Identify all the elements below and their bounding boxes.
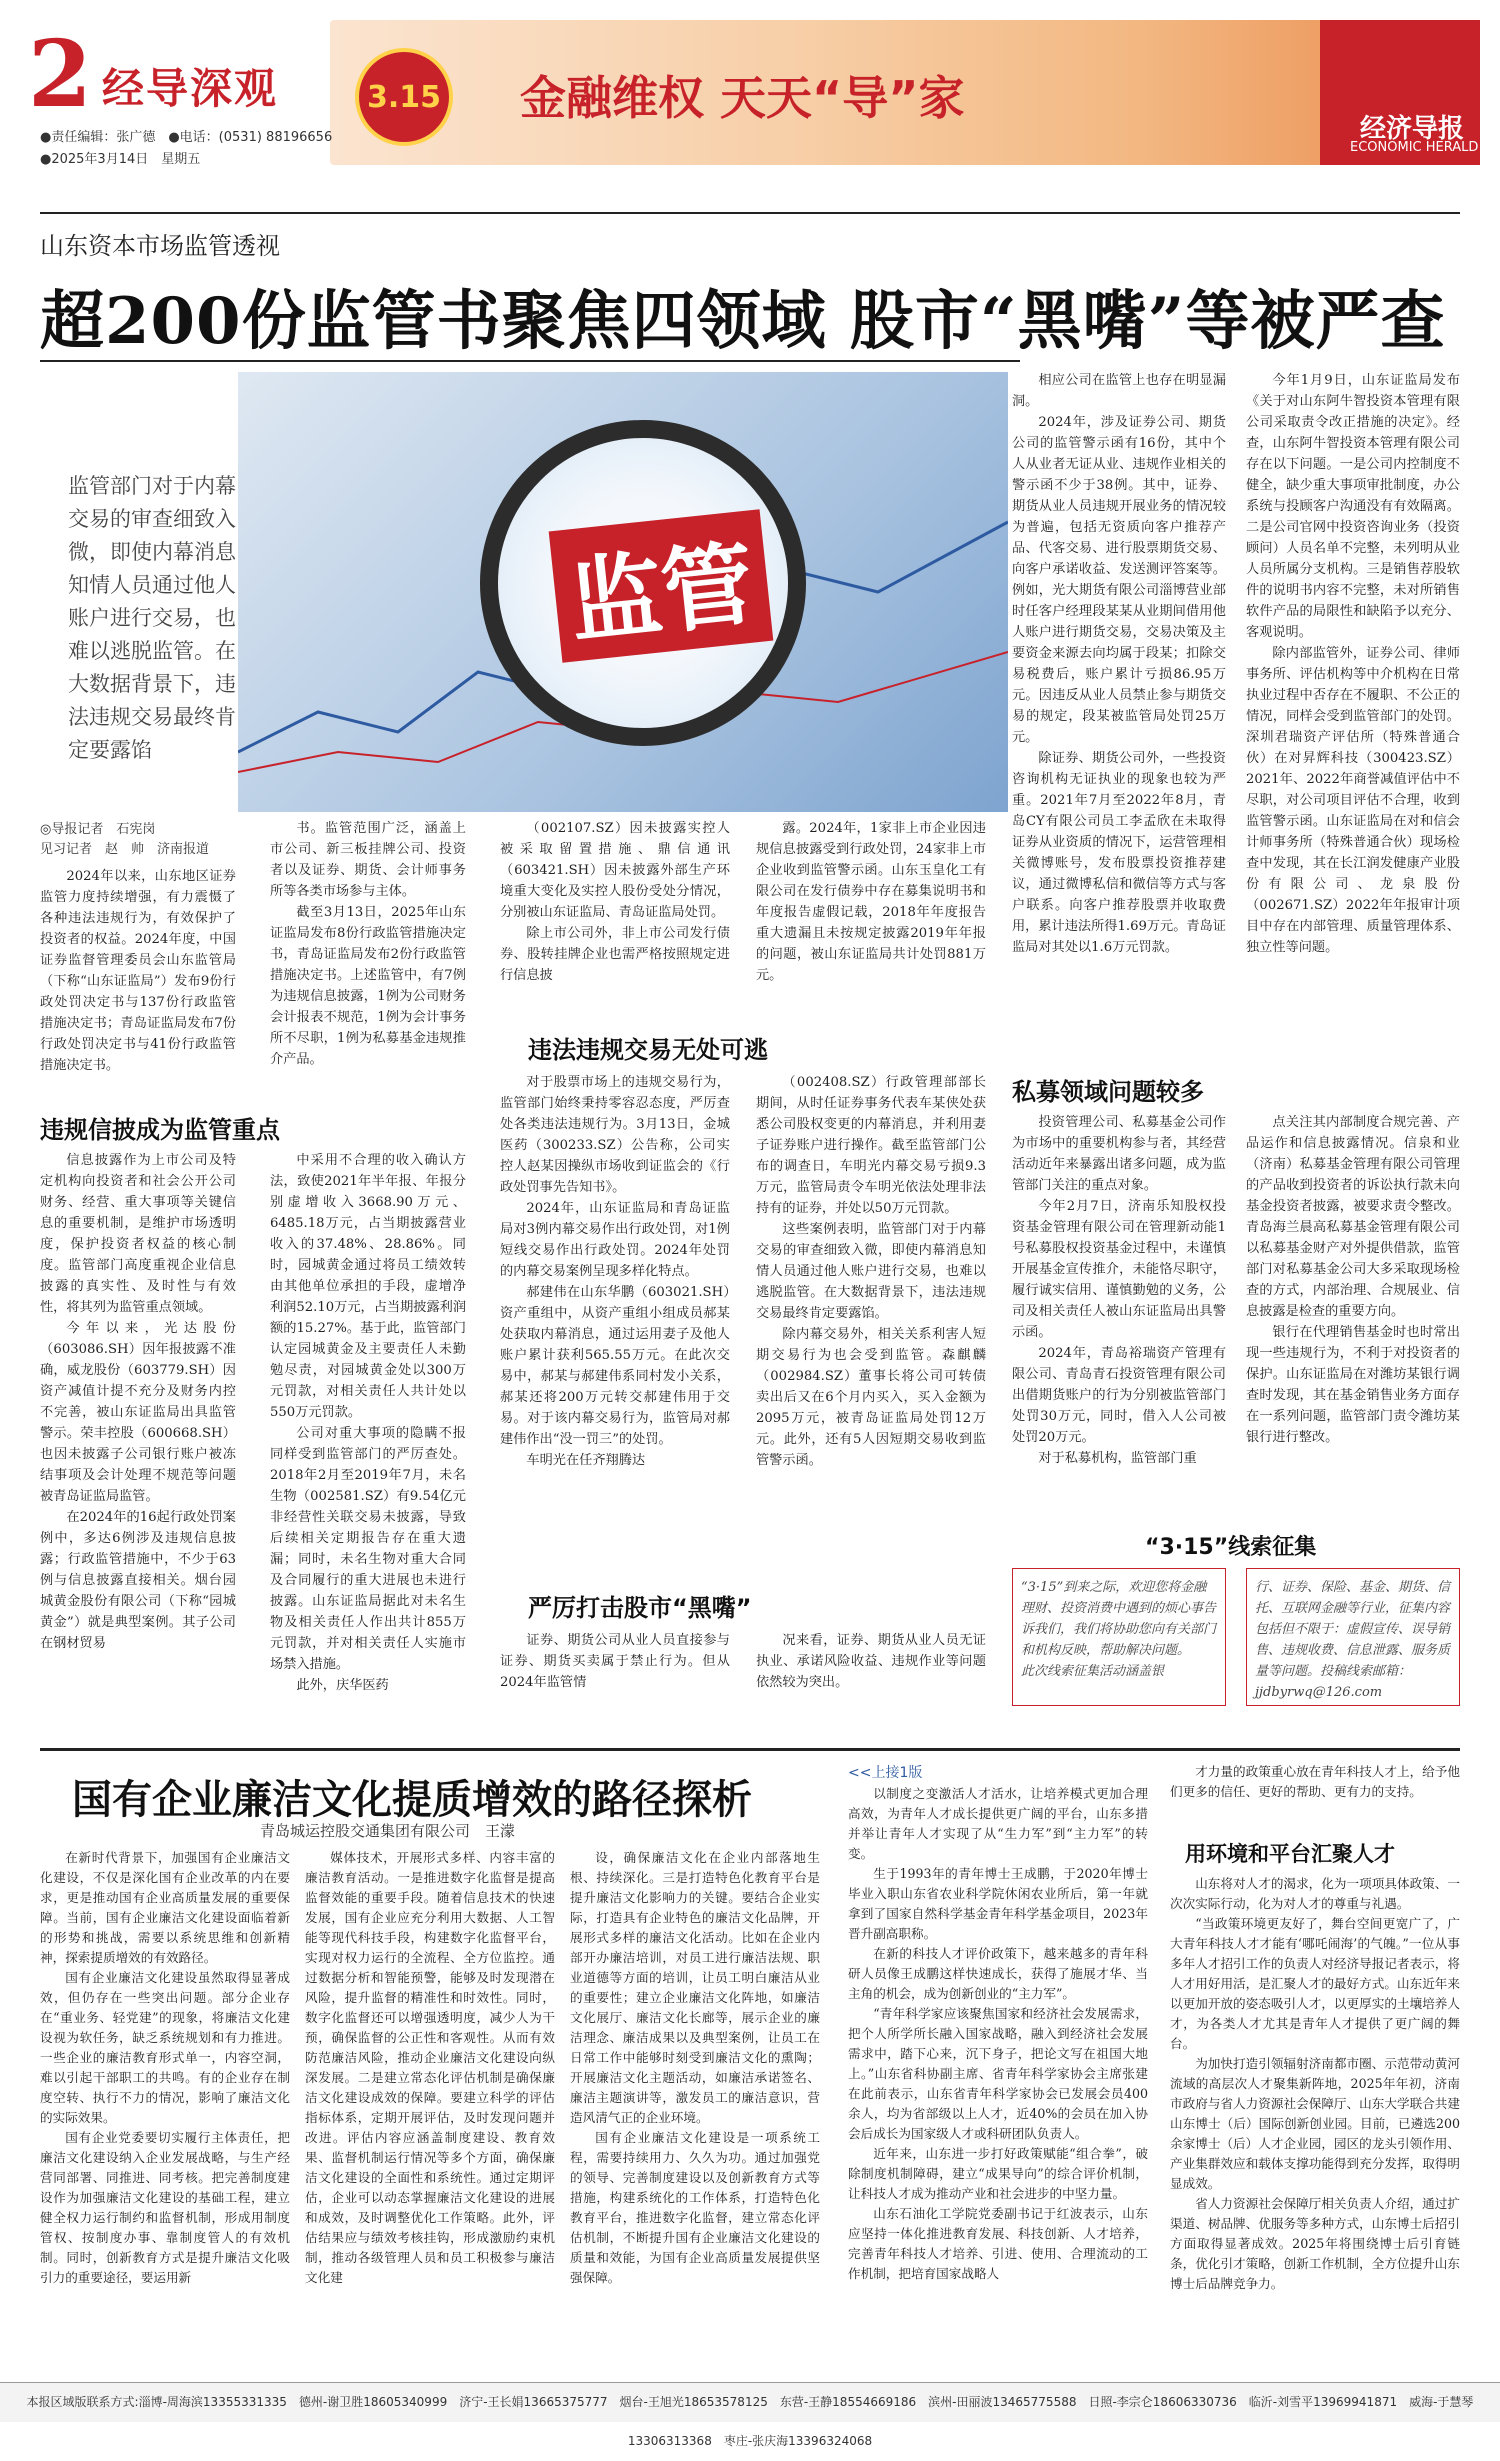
- footer-contacts: 本报区域版联系方式:淄博-周海滨13355331335 德州-谢卫胜18605340999 济宁-王长娟13665375777 烟台-王旭光18653578125 东营-王静18554669186 滨州-田丽波13465775588 日照-李宗仑18606330736 临沂-刘雪平13969941871 威海-于慧琴13306313368 枣庄-张庆海13396324068: [0, 2382, 1500, 2422]
- paragraph: 况来看，证券、期货从业人员无证执业、承诺风险收益、违规作业等问题依然较为突出。: [756, 1633, 986, 1690]
- photo-label: 监管: [549, 509, 774, 662]
- column-1: [40, 866, 236, 1076]
- paragraph: 郝建伟在山东华鹏（603021.SH）资产重组中，从资产重组小组成员郝某处获取内幕消息，通过运用妻子及他人账户累计获利565.55万元。在此次交易中，郝某与郝建伟系同村发小关系，郝某还将200万元转交郝建伟用于交易。对于该内幕交易行为，监管局对郝建伟作出“没一罚三”的处罚。: [500, 1285, 730, 1447]
- paragraph: 以制度之变激活人才活水，让培养模式更加合理高效，为青年人才成长提供更广阔的平台，山东多措并举让青年人才实现了从“生力军”到“主力军”的转变。: [848, 1786, 1148, 1861]
- column-6: [1246, 370, 1460, 958]
- section-title: 经导深观: [102, 64, 279, 113]
- paragraph: 书。监管范围广泛，涵盖上市公司、新三板挂牌公司、投资者以及证券、期货、会计师事务所等各类市场参与主体。: [270, 821, 466, 899]
- paragraph: 省人力资源社会保障厅相关负责人介绍，通过扩渠道、树品牌、优服务等多种方式，山东博士后招引方面取得显著成效。2025年将围绕博士后引育链条，优化引才策略，创新工作机制，全方位提升山东博士后品牌竞争力。: [1170, 2196, 1460, 2291]
- notice-title: “3·15”线索征集: [1145, 1535, 1317, 1560]
- paragraph: 投资管理公司、私募基金公司作为市场中的重要机构参与者，其经营活动近年来暴露出诸多问题，成为监管部门关注的重点对象。: [1012, 1115, 1226, 1193]
- column-3c: [500, 1630, 730, 1693]
- paragraph: 中采用不合理的收入确认方法，致使2021年半年报、年报分别虚增收入3668.90万元、6485.18万元，占当期披露营业收入的37.48%、28.86%。同时，园城黄金通过将员工绩效转由其他单位承担的手段，虚增净利润52.10万元，占当期披露利润额的15.27%。基于此，监管部门认定园城黄金及主要责任人未勤勉尽责，对园城黄金处以300万元罚款，对相关责任人共计处以550万元罚款。: [270, 1153, 467, 1420]
- column-2b: [270, 1150, 466, 1696]
- paragraph: 在新的科技人才评价政策下，越来越多的青年科研人员像王成鹏这样快速成长，获得了施展才华、当主角的机会，成为创新创业的“主力军”。: [848, 1946, 1148, 2001]
- paragraph: 公司对重大事项的隐瞒不报同样受到监管部门的严厉查处。2018年2月至2019年7月，未名生物（002581.SZ）有9.54亿元非经营性关联交易未披露，导致后续相关定期报告存在重大遗漏；同时，未名生物对重大合同及合同履行的重大进展也未进行披露。山东证监局据此对未名生物及相关责任人作出共计855万元罚款，并对相关责任人实施市场禁入措施。: [270, 1426, 466, 1672]
- issue-date: ●2025年3月14日 星期五: [40, 152, 201, 167]
- brand-name-en: ECONOMIC HERALD: [1350, 140, 1479, 155]
- paragraph: 除内幕交易外，相关关系利害人短期交易行为也会受到监管。森麒麟（002984.SZ）董事长将公司可转债卖出后又在6个月内买入，买入金额为2095万元，被青岛证监局处罚12万元。此外，还有5人因短期交易收到监管警示函。: [756, 1327, 986, 1468]
- paragraph: 今年1月9日，山东证监局发布《关于对山东阿牛智投资本管理有限公司采取责令改正措施的决定》。经查，山东阿牛智投资本管理有限公司存在以下问题。一是公司内控制度不健全，缺少重大事项审批制度，办公系统与投顾客户沟通没有有效隔离。二是公司官网中投资咨询业务（投资顾问）人员名单不完整，未列明从业人员所属分支机构。三是销售荐股软件的说明书内容不完整，未对所销售软件产品的局限性和缺陷予以充分、客观说明。: [1246, 373, 1460, 640]
- article2-title: 国有企业廉洁文化提质增效的路径探析: [72, 1776, 752, 1823]
- column-5b: [1012, 1112, 1226, 1469]
- paragraph: 在新时代背景下，加强国有企业廉洁文化建设，不仅是深化国有企业改革的内在要求，更是推动国有企业高质量发展的重要保障。当前，国有企业廉洁文化建设面临着新的形势和挑战，需要以系统思维和创新精神，探索提质增效的有效路径。: [40, 1850, 290, 1965]
- paragraph: 除上市公司外，非上市公司发行债券、股转挂牌企业也需严格按照规定进行信息披: [500, 926, 730, 983]
- byline-intern: 见习记者 赵 帅 济南报道: [40, 842, 210, 857]
- column-1b: [40, 1150, 236, 1654]
- article2-col-5b: [1170, 1874, 1460, 2294]
- paragraph: 对于私募机构，监管部门重: [1038, 1451, 1197, 1466]
- paragraph: 才力量的政策重心放在青年科技人才上，给予他们更多的信任、更好的帮助、更有力的支持。: [1170, 1764, 1460, 1799]
- logo-315: 3.15: [355, 48, 453, 146]
- editor-info: ●责任编辑：张广德 ●电话：(0531) 88196656: [40, 130, 333, 145]
- page-number: 2: [28, 20, 93, 128]
- subheading: 违规信披成为监管重点: [40, 1116, 280, 1144]
- paragraph: 这些案例表明，监管部门对于内幕交易的审查细致入微，即使内幕消息知情人员通过他人账户进行交易，也难以逃脱监管。在大数据背景下，违法违规交易最终肯定要露馅。: [756, 1222, 986, 1321]
- headline: 超200份监管书聚焦四领域 股市“黑嘴”等被严查: [40, 284, 1446, 359]
- column-3b: [500, 1072, 730, 1471]
- paragraph: 山东将对人才的渴求，化为一项项具体政策、一次次实际行动，化为对人才的尊重与礼遇。: [1170, 1876, 1460, 1911]
- section-divider: [40, 1748, 1460, 1751]
- notice-right: 行、证券、保险、基金、期货、信托、互联网金融等行业，征集内容包括但不限于：虚假宣传、误导销售、违规收费、信息泄露、服务质量等问题。投稿线索邮箱：jjdbyrwq@126.com: [1246, 1568, 1460, 1706]
- paragraph: 2024年以来，山东地区证券监管力度持续增强，有力震慑了各种违法违规行为，有效保护了投资者的权益。2024年度，中国证券监督管理委员会山东监管局（下称“山东证监局”）发布9份行政处罚决定书与137份行政监管措施决定书；青岛证监局发布7份行政处罚决定书与41份行政监管措施决定书。: [40, 869, 236, 1073]
- article2-col-2: [305, 1848, 555, 2288]
- paragraph: 车明光在任齐翔腾达: [526, 1453, 646, 1468]
- paragraph: 山东石油化工学院党委副书记于红波表示，山东应坚持一体化推进教育发展、科技创新、人才培养，完善青年科技人才培养、引进、使用、合理流动的工作机制，把培育国家战略人: [848, 2206, 1148, 2281]
- banner-slogan: 金融维权 天天“导”家: [520, 71, 965, 125]
- paragraph: 在2024年的16起行政处罚案例中，多达6例涉及违规信息披露；行政监管措施中，不少于63例与信息披露直接相关。烟台园城黄金股份有限公司（下称“园城黄金”）就是典型案例。其子公司在钢材贸易: [40, 1510, 236, 1651]
- brand-name: 经济导报: [1360, 114, 1465, 144]
- paragraph: 此外，庆华医药: [296, 1678, 389, 1693]
- paragraph: 信息披露作为上市公司及特定机构向投资者和社会公开公司财务、经营、重大事项等关键信息的重要机制，是维护市场透明度，保护投资者权益的核心制度。监管部门高度重视企业信息披露的真实性、及时性与有效性，将其列为监管重点领域。: [40, 1153, 236, 1315]
- paragraph: 相应公司在监管上也存在明显漏洞。: [1012, 373, 1226, 409]
- paragraph: 生于1993年的青年博士王成鹏，于2020年博士毕业入职山东省农业科学院休闲农业所后，第一年就拿到了国家自然科学基金青年科学基金项目，2023年晋升副高职称。: [848, 1866, 1148, 1941]
- paragraph: 点关注其内部制度合规完善、产品运作和信息披露情况。信泉和业（济南）私募基金管理有限公司管理的产品收到投资者的诉讼执行款未向基金投资者披露，被要求责令整改。青岛海兰晨高私募基金管理有限公司以私募基金财产对外提供借款，监管部门对私募基金公司大多采取现场检查的方式，内部治理、合规展业、信息披露是检查的重要方向。: [1246, 1115, 1460, 1319]
- paragraph: 设，确保廉洁文化在企业内部落地生根、持续深化。三是打造特色化教育平台是提升廉洁文化影响力的关键。要结合企业实际，打造具有企业特色的廉洁文化品牌，开展形式多样的廉洁文化活动。比如在企业内部开办廉洁培训，对员工进行廉洁法规、职业道德等方面的培训，让员工明白廉洁从业的重要性；建立企业廉洁文化阵地，如廉洁文化展厅、廉洁文化长廊等，展示企业的廉洁理念、廉洁成果以及典型案例，让员工在日常工作中能够时刻受到廉洁文化的熏陶；开展廉洁文化主题活动，如廉洁承诺签名、廉洁主题演讲等，激发员工的廉洁意识，营造风清气正的企业环境。: [570, 1850, 820, 2125]
- paragraph: 国有企业廉洁文化建设虽然取得显著成效，但仍存在一些突出问题。部分企业存在“重业务、轻党建”的现象，将廉洁文化建设视为软任务，缺乏系统规划和有力推进。一些企业的廉洁教育形式单一，内容空洞，难以引起干部职工的共鸣。有的企业存在制度空转、执行不力的情况，影响了廉洁文化的实际效果。: [40, 1970, 290, 2125]
- article2-col-3: [570, 1848, 820, 2288]
- paragraph: “当政策环境更友好了，舞台空间更宽广了，广大青年科技人才才能有‘哪吒闹海’的气魄。”一位从事多年人才招引工作的负责人对经济导报记者表示，将人才用好用活，是汇聚人才的最好方式。山东近年来以更加开放的姿态吸引人才，以更厚实的土壤培养人才，为各类人才尤其是青年人才提供了更广阔的舞台。: [1170, 1916, 1460, 2051]
- paragraph: 截至3月13日，2025年山东证监局发布8份行政监管措施决定书，青岛证监局发布2份行政监管措施决定书。上述监管中，有7例为违规信息披露，1例为公司财务会计报表不规范，1例为会计事务所不尽职，1例为私募基金违规推介产品。: [270, 905, 466, 1067]
- column-4b: [756, 1072, 986, 1471]
- paragraph: （002408.SZ）行政管理部部长期间，从时任证券事务代表车某侠处获悉公司股权变更的内幕消息，并利用妻子证券账户进行操作。截至监管部门公布的调查日，车明光内幕交易亏损9.3万元，监管局责令车明光依法处理非法持有的证券，并处以50万元罚款。: [756, 1075, 986, 1216]
- article2-col-1: [40, 1848, 290, 2288]
- subheading: 用环境和平台汇聚人才: [1185, 1842, 1395, 1866]
- paragraph: 近年来，山东进一步打好政策赋能“组合拳”，破除制度机制障碍，建立“成果导向”的综合评价机制，让科技人才成为推动产业和社会进步的中坚力量。: [848, 2146, 1148, 2201]
- column-5: [1012, 370, 1226, 958]
- column-4: [756, 818, 986, 986]
- paragraph: 2024年，青岛裕瑞资产管理有限公司、青岛青石投资管理有限公司出借期货账户的行为分别被监管部门处罚30万元，同时，借入人公司被处罚20万元。: [1012, 1346, 1226, 1445]
- divider: [40, 212, 1460, 214]
- paragraph: （002107.SZ）因未披露实控人被采取留置措施、鼎信通讯（603421.SH）因未披露外部生产环境重大变化及实控人股份受处分情况，分别被山东证监局、青岛证监局处罚。: [500, 821, 730, 920]
- paragraph: 2024年，涉及证券公司、期货公司的监管警示函有16份，其中个人从业者无证从业、违规作业相关的警示函不少于38例。其中，证券、期货从业人员违规开展业务的情况较为普遍，包括无资质向客户推荐产品、代客交易、进行股票期货交易、向客户承诺收益、发送测评答案等。例如，光大期货有限公司淄博营业部时任客户经理段某某从业期间借用他人账户进行期货交易，交易决策及主要资金来源去向均属于段某；扣除交易税费后，账户累计亏损86.95万元。因违反从业人员禁止参与期货交易的规定，段某被监管局处罚25万元。: [1012, 415, 1226, 745]
- subheading: 严厉打击股市“黑嘴”: [528, 1594, 752, 1622]
- subheading: 违法违规交易无处可逃: [528, 1036, 768, 1064]
- paragraph: 对于股票市场上的违规交易行为，监管部门始终秉持零容忍态度，严厉查处各类违法违规行为。3月13日，金城医药（300233.SZ）公告称，公司实控人赵某因操纵市场收到证监会的《行政处罚事先告知书》。: [500, 1075, 730, 1195]
- paragraph: 2024年，山东证监局和青岛证监局对3例内幕交易作出行政处罚，对1例短线交易作出行政处罚。2024年处罚的内幕交易案例呈现多样化特点。: [500, 1201, 730, 1279]
- column-2: [270, 818, 466, 1070]
- lede-text: 监管部门对于内幕交易的审查细致入微，即使内幕消息知情人员通过他人账户进行交易，也难以逃脱监管。在大数据背景下，违法违规交易最终肯定要露馅: [68, 474, 236, 762]
- article2-col-5: [1170, 1762, 1460, 1802]
- paragraph: 今年以来，光达股份（603086.SH）因年报披露不准确，威龙股份（603779.SH）因资产减值计提不充分及财务内控不完善，被山东证监局出具监管警示。荣丰控股（600668.SH）也因未披露子公司银行账户被冻结事项及会计处理不规范等问题被青岛证监局监管。: [40, 1321, 236, 1504]
- subheading: 私募领域问题较多: [1012, 1078, 1204, 1106]
- notice-left: “3·15”到来之际，欢迎您将金融理财、投资消费中遇到的烦心事告诉我们，我们将协助您向有关部门和机构反映，帮助解决问题。 此次线索征集活动涵盖银: [1012, 1568, 1226, 1706]
- article2-byline: 青岛城运控股交通集团有限公司 王濛: [260, 1822, 516, 1840]
- paragraph: 露。2024年，1家非上市企业因违规信息披露受到行政处罚，24家非上市企业收到监管警示函。山东玉皇化工有限公司在发行债券中存在募集说明书和年度报告虚假记载，2018年年度报告重大遗漏且未按规定披露2019年年报的问题，被山东证监局共计处罚881万元。: [756, 821, 986, 983]
- divider: [40, 360, 1020, 362]
- paragraph: 除内部监管外，证券公司、律师事务所、评估机构等中介机构在日常执业过程中否存在不履职、不公正的情况，同样会受到监管部门的处罚。深圳君瑞资产评估所（特殊普通合伙）在对昇辉科技（300423.SZ）2021年、2022年商誉减值评估中不尽职，对公司项目评估不合理，收到监管警示函。山东证监局在对和信会计师事务所（特殊普通合伙）现场检查中发现，其在长江润发健康产业股份有限公司、龙泉股份（002671.SZ）2022年年报审计项目中存在内部管理、质量管理体系、独立性等问题。: [1246, 646, 1460, 955]
- paragraph: “青年科学家应该聚焦国家和经济社会发展需求，把个人所学所长融入国家战略，融入到经济社会发展需求中，踏下心来，沉下身子，把论文写在祖国大地上。”山东省科协副主席、省青年科学家协会主席张建在此前表示，山东省青年科学家协会已发展会员400余人，均为省部级以上人才，近40%的会员在加入协会后成长为国家级人才或科研团队负责人。: [848, 2006, 1148, 2141]
- article2-col-4: [848, 1784, 1148, 2284]
- kicker: 山东资本市场监管透视: [40, 232, 280, 260]
- paragraph: 媒体技术，开展形式多样、内容丰富的廉洁教育活动。一是推进数字化监督是提高监督效能的重要手段。随着信息技术的快速发展，国有企业应充分利用大数据、人工智能等现代科技手段，构建数字化监督平台，实现对权力运行的全流程、全方位监控。通过数据分析和智能预警，能够及时发现潜在风险，提升监督的精准性和时效性。同时，数字化监督还可以增强透明度，减少人为干预，确保监督的公正性和客观性。从而有效防范廉洁风险，推动企业廉洁文化建设向纵深发展。二是建立常态化评估机制是确保廉洁文化建设成效的保障。要建立科学的评估指标体系，定期开展评估，及时发现问题并改进。评估内容应涵盖制度建设、教育效果、监督机制运行情况等多个方面，确保廉洁文化建设的全面性和系统性。通过定期评估，企业可以动态掌握廉洁文化建设的进展和成效，及时调整优化工作策略。此外，评估结果应与绩效考核挂钩，形成激励约束机制，推动各级管理人员和员工积极参与廉洁文化建: [305, 1850, 555, 2285]
- paragraph: 证券、期货公司从业人员直接参与证券、期货买卖属于禁止行为。但从2024年监管情: [500, 1633, 730, 1690]
- byline-reporter: ◎导报记者 石宪岗: [40, 822, 156, 837]
- column-3: [500, 818, 730, 986]
- column-4c: [756, 1630, 986, 1693]
- paragraph: 国有企业廉洁文化建设是一项系统工程，需要持续用力、久久为功。通过加强党的领导、完善制度建设以及创新教育方式等措施，构建系统化的工作体系，打造特色化教育平台，推进数字化监督，建立常态化评估机制，不断提升国有企业廉洁文化建设的质量和效能，为国有企业高质量发展提供坚强保障。: [570, 2130, 820, 2285]
- paragraph: 今年2月7日，济南乐知股权投资基金管理有限公司在管理新动能1号私募股权投资基金过程中，未谨慎开展基金宣传推介，未能恪尽职守，履行诚实信用、谨慎勤勉的义务，公司及相关责任人被山东证监局出具警示函。: [1012, 1199, 1226, 1340]
- column-6b: [1246, 1112, 1460, 1448]
- paragraph: 除证券、期货公司外，一些投资咨询机构无证执业的现象也较为严重。2021年7月至2022年8月，青岛CY有限公司员工李孟欣在未取得证券从业资质的情况下，运营管理相关微博账号，发布股票投资推荐建议，通过微博私信和微信等方式与客户联系。向客户推荐股票并收取费用，累计违法所得1.69万元。青岛证监局对其处以1.6万元罚款。: [1012, 751, 1226, 955]
- paragraph: 为加快打造引领辐射济南都市圈、示范带动黄河流域的高层次人才聚集新阵地，2025年年初，济南市政府与省人力资源社会保障厅、山东大学联合共建山东博士（后）国际创新创业园。目前，已遴选200余家博士（后）人才企业园，园区的龙头引领作用、产业集群效应和载体支撑功能得到充分发挥，取得明显成效。: [1170, 2056, 1460, 2191]
- continued-label: <<上接1版: [848, 1765, 923, 1781]
- paragraph: 银行在代理销售基金时也时常出现一些违规行为，不利于对投资者的保护。山东证监局在对潍坊某银行调查时发现，其在基金销售业务方面存在一系列问题，监管部门责令潍坊某银行进行整改。: [1246, 1325, 1460, 1445]
- paragraph: 国有企业党委要切实履行主体责任，把廉洁文化建设纳入企业发展战略，与生产经营同部署、同推进、同考核。把完善制度建设作为加强廉洁文化建设的基础工程，建立健全权力运行制约和监督机制，形成用制度管权、按制度办事、靠制度管人的有效机制。同时，创新教育方式是提升廉洁文化吸引力的重要途径，要运用新: [40, 2130, 290, 2285]
